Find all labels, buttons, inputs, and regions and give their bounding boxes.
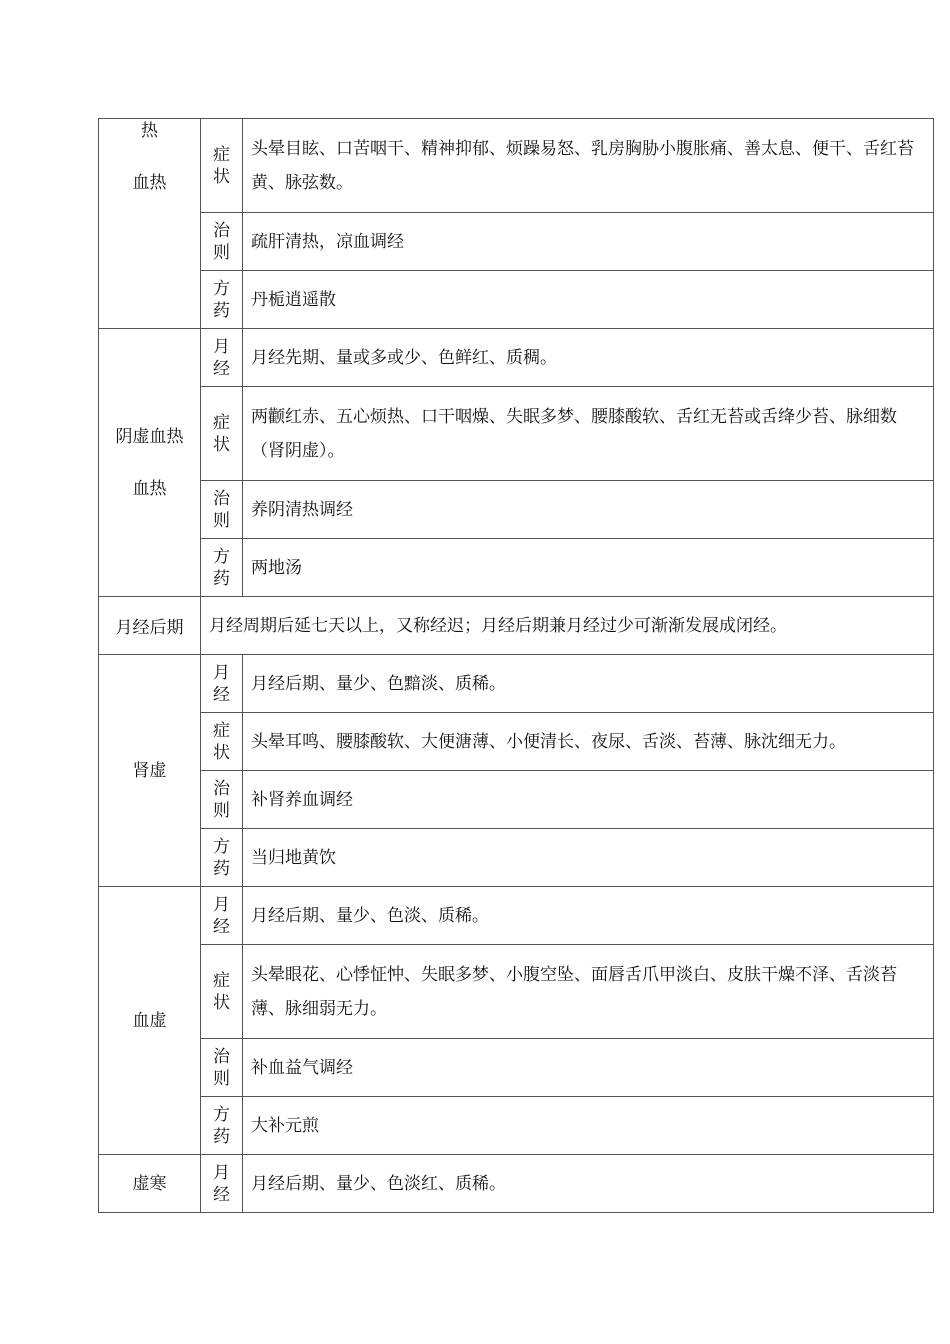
- category-cell: 月经后期: [99, 597, 201, 655]
- row-label: 症状: [213, 144, 230, 187]
- row-text: 疏肝清热，凉血调经: [243, 213, 934, 271]
- row-text: 补血益气调经: [243, 1039, 934, 1097]
- table-row: [99, 1039, 934, 1097]
- row-text: 月经后期、量少、色黯淡、质稀。: [243, 655, 934, 713]
- row-label-cell: [201, 1097, 243, 1155]
- category-cell: [99, 329, 201, 597]
- row-label-cell: [201, 271, 243, 329]
- row-label: 方药: [213, 836, 230, 879]
- row-label: 月经: [213, 336, 230, 379]
- table-row: [99, 119, 934, 213]
- row-text: 头晕眼花、心悸怔忡、失眠多梦、小腹空坠、面唇舌爪甲淡白、皮肤干燥不泽、舌淡苔薄、脉细弱无力。: [243, 945, 934, 1039]
- row-label-cell: [201, 829, 243, 887]
- row-label-cell: [201, 655, 243, 713]
- category-label: 血热: [132, 478, 167, 499]
- row-label: 治则: [213, 1046, 230, 1089]
- row-text: 两颧红赤、五心烦热、口干咽燥、失眠多梦、腰膝酸软、舌红无苔或舌绛少苔、脉细数（肾阴虚）。: [243, 387, 934, 481]
- row-label: 方药: [213, 278, 230, 321]
- table-row: [99, 387, 934, 481]
- row-label-cell: [201, 481, 243, 539]
- row-label-cell: [201, 945, 243, 1039]
- table-row: [99, 481, 934, 539]
- tcm-table: [98, 118, 934, 1213]
- row-label-cell: [201, 713, 243, 771]
- row-label-cell: [201, 1039, 243, 1097]
- row-text: 头晕耳鸣、腰膝酸软、大便溏薄、小便清长、夜尿、舌淡、苔薄、脉沈细无力。: [243, 713, 934, 771]
- row-label-cell: [201, 387, 243, 481]
- row-label: 月经: [213, 1162, 230, 1205]
- table-row: [99, 771, 934, 829]
- table-row: [99, 713, 934, 771]
- row-label-cell: [201, 539, 243, 597]
- category-label: 血热: [132, 173, 167, 193]
- category-label: 血虚: [132, 1010, 167, 1031]
- row-label-cell: [201, 213, 243, 271]
- category-label: 虚寒: [132, 1173, 167, 1194]
- category-cell: [99, 887, 201, 1155]
- table-row: [99, 271, 934, 329]
- row-text: 月经后期、量少、色淡、质稀。: [243, 887, 934, 945]
- row-label: 症状: [213, 720, 230, 763]
- row-label-cell: [201, 887, 243, 945]
- table-row: [99, 945, 934, 1039]
- row-label-cell: [201, 119, 243, 213]
- row-label: 治则: [213, 778, 230, 821]
- row-text: 丹栀逍遥散: [243, 271, 934, 329]
- category-cell: [99, 1155, 201, 1213]
- row-text: 补肾养血调经: [243, 771, 934, 829]
- row-label: 月经: [213, 894, 230, 937]
- table-row: [99, 539, 934, 597]
- row-text: 月经先期、量或多或少、色鲜红、质稠。: [243, 329, 934, 387]
- category-label: 肾虚: [132, 760, 167, 781]
- row-label-cell: [201, 1155, 243, 1213]
- row-text: 当归地黄饮: [243, 829, 934, 887]
- row-label: 治则: [213, 220, 230, 263]
- row-label: 治则: [213, 488, 230, 531]
- row-text: 月经后期、量少、色淡红、质稀。: [243, 1155, 934, 1213]
- row-text: 养阴清热调经: [243, 481, 934, 539]
- row-label-cell: [201, 329, 243, 387]
- category-label: 阴虚血热: [115, 426, 184, 447]
- table-row: [99, 213, 934, 271]
- row-text: 头晕目眩、口苦咽干、精神抑郁、烦躁易怒、乳房胸胁小腹胀痛、善太息、便干、舌红苔黄、脉弦数。: [243, 119, 934, 213]
- table-row: [99, 887, 934, 945]
- table-row: [99, 329, 934, 387]
- category-cell: [99, 655, 201, 887]
- table-row: [99, 829, 934, 887]
- row-label: 方药: [213, 1104, 230, 1147]
- row-label: 症状: [213, 412, 230, 455]
- row-label-cell: [201, 771, 243, 829]
- table-row: [99, 1097, 934, 1155]
- row-text: 大补元煎: [243, 1097, 934, 1155]
- definition-text: 月经周期后延七天以上，又称经迟；月经后期兼月经过少可渐渐发展成闭经。: [201, 597, 934, 655]
- category-cell: [99, 119, 201, 329]
- table-row: [99, 597, 934, 655]
- row-label: 月经: [213, 662, 230, 705]
- table-body: [99, 119, 934, 1213]
- row-label: 方药: [213, 546, 230, 589]
- category-label: 热: [141, 121, 158, 141]
- table-row: [99, 655, 934, 713]
- row-label: 症状: [213, 970, 230, 1013]
- table-row: [99, 1155, 934, 1213]
- row-text: 两地汤: [243, 539, 934, 597]
